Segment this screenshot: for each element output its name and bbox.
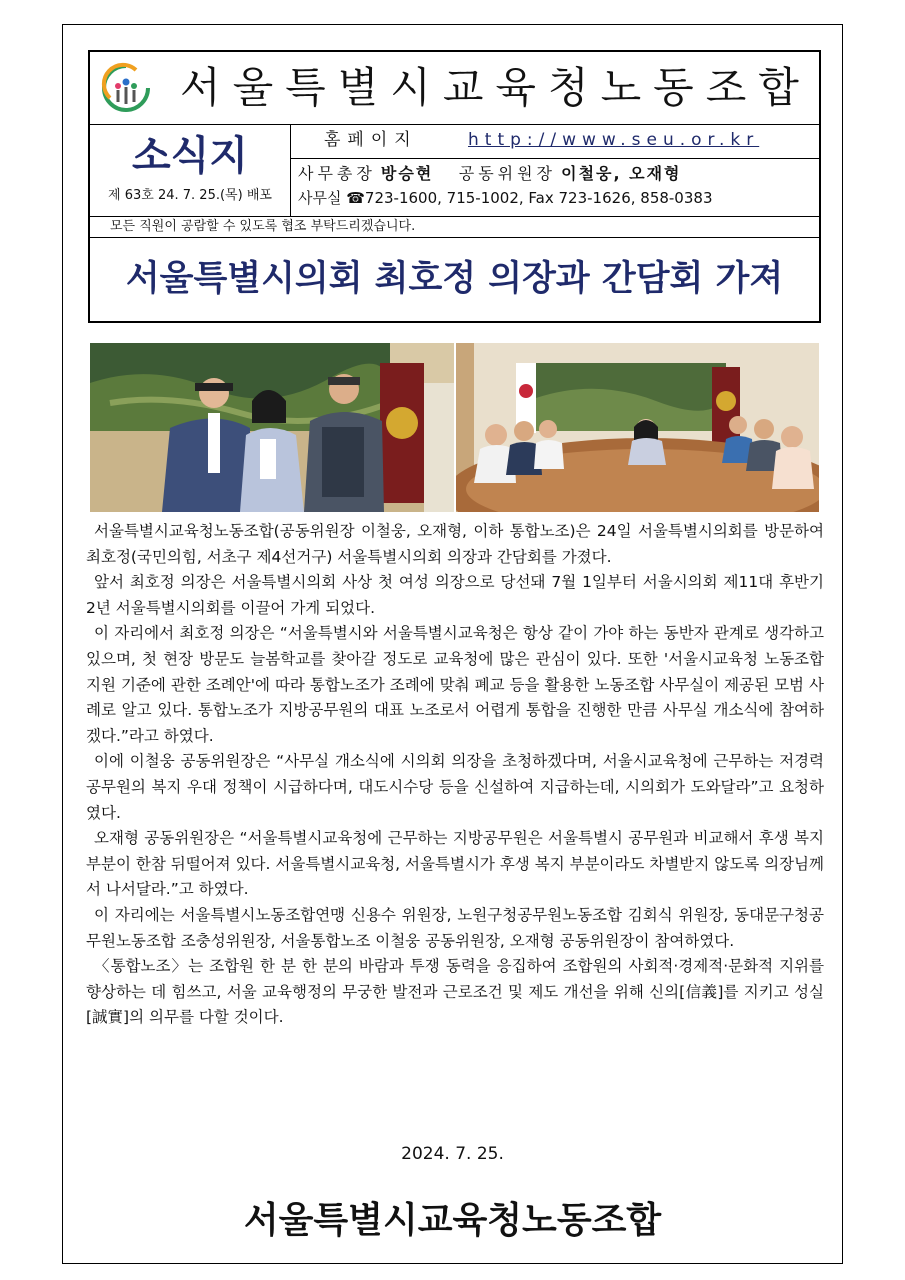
article-paragraph: 오재형 공동위원장은 “서울특별시교육청에 근무하는 지방공무원은 서울특별시 공무원과 비교해서 후생 복지 부분이 한참 뒤떨어져 있다. 서울특별시교육청, 서울특별시가 후생 복지 부분이라도 차별받지 않도록 의장님께서 나서달라.”고 하였다. xyxy=(86,829,824,899)
contact-cell xyxy=(290,124,819,216)
article-date: 2024. 7. 25. xyxy=(401,1144,504,1164)
union-title: 서울특별시교육청노동조합 xyxy=(180,63,811,112)
issue-info: 제 63호 24. 7. 25.(목) 배포 xyxy=(108,188,272,203)
homepage-label: 홈페이지 xyxy=(324,130,418,150)
office-contact: 사무실 ☎723-1600, 715-1002, Fax 723-1626, 858-0383 xyxy=(298,189,713,207)
photo-group-standing xyxy=(90,343,454,512)
article-body xyxy=(86,519,824,1031)
homepage-link[interactable]: http://www.seu.or.kr xyxy=(468,130,760,150)
newsletter-label-cell xyxy=(90,124,291,216)
notice-row xyxy=(90,216,819,238)
headline: 서울특별시의회 최호정 의장과 간담회 가져 xyxy=(125,259,784,299)
officers-row xyxy=(298,162,682,186)
article-paragraph: 이에 이철웅 공동위원장은 “사무실 개소식에 시의회 의장을 초청하겠다며, 서울시교육청에 근무하는 저경력공무원의 복지 우대 정책이 시급하다며, 대도시수당 등을 신설하여 지급하는데, 시의회가 도와달라”고 요청하였다. xyxy=(86,752,824,822)
title-row xyxy=(90,52,819,125)
secretary-label: 사무총장 xyxy=(298,164,376,183)
union-signature: 서울특별시교육청노동조합 xyxy=(243,1200,662,1241)
article-paragraph: 〈통합노조〉는 조합원 한 분 한 분의 바람과 투쟁 동력을 응집하여 조합원의 사회적·경제적·문화적 지위를 향상하는 데 힘쓰고, 서울 교육행정의 무궁한 발전과 근로조건 및 제도 개선을 위해 신의[信義]를 지키고 성실[誠實]의 의무를 다할 것이다. xyxy=(86,957,824,1027)
co-chair-label: 공동위원장 xyxy=(458,164,557,183)
secretary-name: 방승현 xyxy=(380,164,434,183)
co-chair-names: 이철웅, 오재형 xyxy=(561,164,682,183)
article-paragraph: 서울특별시교육청노동조합(공동위원장 이철웅, 오재형, 이하 통합노조)은 24일 서울특별시의회를 방문하여 최호정(국민의힘, 서초구 제4선거구) 서울특별시의회 의장과 간담회를 가졌다. xyxy=(86,522,824,566)
newsletter-header xyxy=(88,50,821,323)
article-paragraph: 이 자리에서 최호정 의장은 “서울특별시와 서울특별시교육청은 항상 같이 가야 하는 동반자 관계로 생각하고 있으며, 첫 현장 방문도 늘봄학교를 찾아갈 정도로 교육청에 많은 관심이 있다. 또한 '서울시교육청 노동조합 지원 기준에 관한 조례안'에 따라 통합노조가 조례에 맞춰 폐교 등을 활용한 노동조합 사무실이 제공된 모범 사례로 알고 있다. 통합노조가 지방공무원의 대표 노조로서 어렵게 통합을 진행한 만큼 사무실 개소식에 참여하겠다.”라고 하였다. xyxy=(86,624,824,745)
union-logo xyxy=(96,58,156,118)
article-paragraph: 앞서 최호정 의장은 서울특별시의회 사상 첫 여성 의장으로 당선돼 7월 1일부터 서울시의회 제11대 후반기 2년 서울특별시의회를 이끌어 가게 되었다. xyxy=(86,573,824,617)
notice-text: 모든 직원이 공람할 수 있도록 협조 부탁드리겠습니다. xyxy=(110,219,416,234)
photo-meeting xyxy=(456,343,819,512)
homepage-row xyxy=(290,124,819,159)
article-paragraph: 이 자리에는 서울특별시노동조합연맹 신용수 위원장, 노원구청공무원노동조합 김회식 위원장, 동대문구청공무원노동조합 조충성위원장, 서울통합노조 이철웅 공동위원장, 오재형 공동위원장이 참여하였다. xyxy=(86,905,824,950)
newsletter-label: 소식지 xyxy=(132,133,248,179)
